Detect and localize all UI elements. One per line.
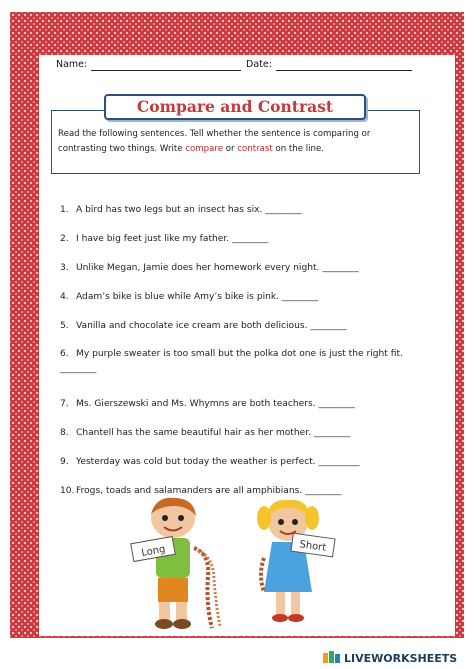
question-number: 10. [60, 486, 75, 496]
date-label: Date: [246, 59, 272, 70]
question-number: 6. [60, 349, 69, 359]
question-text: Yesterday was cold but today the weather is perfect. _________ [76, 457, 360, 467]
question-number: 9. [60, 457, 69, 467]
name-date-row [56, 59, 416, 73]
boy-figure [151, 498, 220, 629]
instruction-word-compare: compare [185, 144, 224, 154]
instruction-word-contrast: contrast [237, 144, 273, 154]
question-text: Vanilla and chocolate ice cream are both delicious. ________ [76, 321, 347, 331]
sign-short-text: Short [298, 539, 327, 554]
question-item[interactable] [60, 426, 416, 441]
page-title: Compare and Contrast [104, 94, 366, 120]
question-text: I have big feet just like my father. ________ [76, 234, 269, 244]
question-text: A bird has two legs but an insect has six. ________ [76, 205, 302, 215]
kids-illustration [128, 496, 338, 631]
question-item[interactable] [60, 203, 416, 218]
question-item[interactable] [60, 455, 416, 470]
liveworksheets-logo[interactable] [323, 650, 457, 666]
question-item[interactable] [60, 319, 416, 334]
name-label: Name: [56, 59, 88, 70]
instruction-part-3: on the line. [272, 144, 325, 154]
question-number: 4. [60, 292, 69, 302]
question-number: 1. [60, 205, 69, 215]
instruction-part-2: or [223, 144, 238, 154]
question-number: 3. [60, 263, 69, 273]
question-number: 2. [60, 234, 69, 244]
question-text: Adam’s bike is blue while Amy’s bike is pink. ________ [76, 292, 319, 302]
question-number: 5. [60, 321, 69, 331]
question-item[interactable] [60, 261, 416, 276]
instruction-part-1: Read the following sentences. Tell whether the sentence is comparing or contrasting two things. Write [58, 129, 371, 154]
date-input-line[interactable] [276, 70, 412, 71]
question-text: Chantell has the same beautiful hair as her mother. ________ [76, 428, 351, 438]
sign-long-text: Long [140, 543, 167, 559]
question-text: Unlike Megan, Jamie does her homework every night. ________ [76, 263, 359, 273]
question-item[interactable] [60, 397, 416, 412]
liveworksheets-logo-icon [323, 651, 341, 665]
question-number: 7. [60, 399, 69, 409]
question-text: Frogs, toads and salamanders are all amphibians. ________ [76, 486, 342, 496]
question-number: 8. [60, 428, 69, 438]
question-text: Ms. Gierszewski and Ms. Whymns are both teachers. ________ [76, 399, 355, 409]
name-input-line[interactable] [91, 70, 241, 71]
question-item[interactable] [60, 290, 416, 305]
question-item[interactable] [60, 232, 416, 247]
girl-figure [257, 500, 319, 622]
question-item[interactable] [60, 347, 416, 377]
logo-text: LIVEWORKSHEETS [344, 651, 458, 665]
question-text: My purple sweater is too small but the polka dot one is just the right fit. ________ [60, 349, 403, 374]
instruction-text [58, 127, 414, 157]
